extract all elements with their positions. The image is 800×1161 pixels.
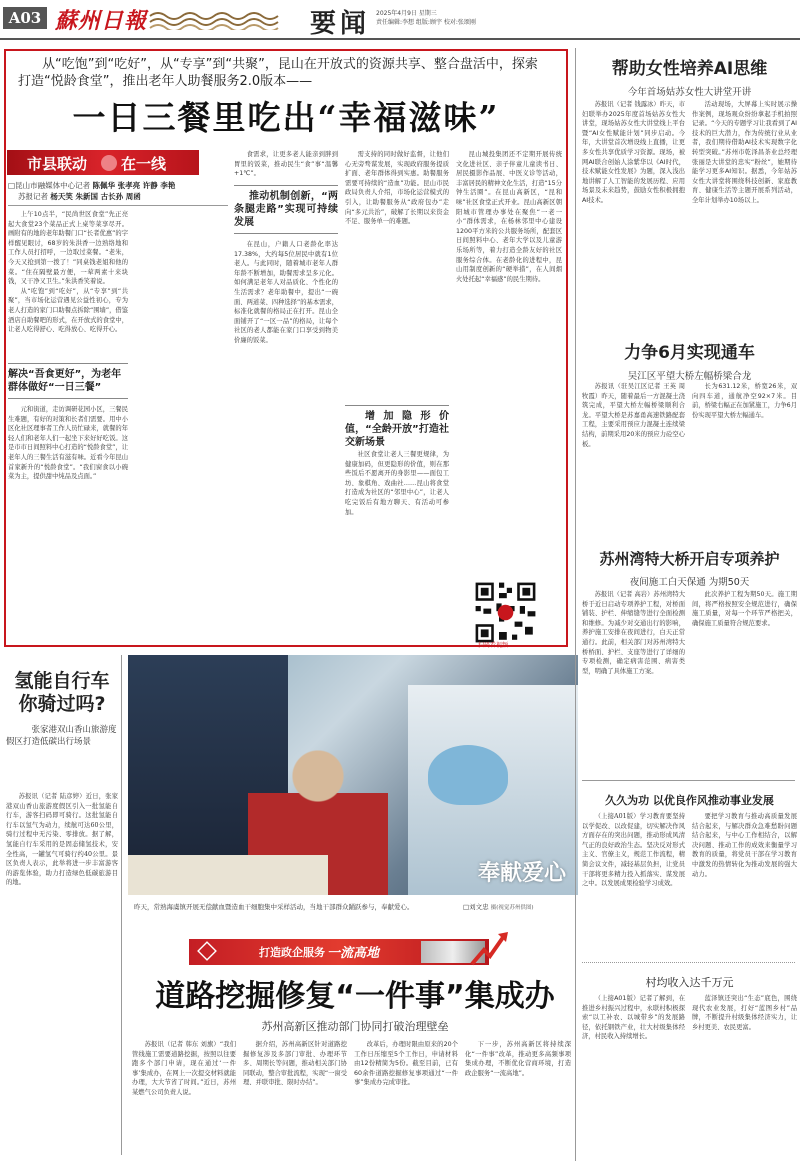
lead-column-3 (345, 150, 449, 400)
road-col-3-text: 改革后，办理时限由原来的20个工作日压缩至5个工作日，申请材料由12份精简为5份。截至目前，已有60余件道路挖掘修复事项通过“一件事”集成办完成审批。 (354, 1041, 458, 1087)
column-banner (7, 150, 199, 175)
lead-subhead-1: 解决“吾食更好”，为老年群体做好“一日三餐” (8, 363, 128, 399)
bridge-story-col-2-text: 长为631.12米，桥宽26米，双向四车道，通航净空92×7米。目前，桥梁右幅正在加紧施工，力争6月份实现平望大桥左幅通车。 (692, 383, 797, 419)
zhengqi-banner-slogan: 一流高地 (327, 946, 380, 961)
road-col-3 (354, 1040, 458, 1158)
issue-date: 2025年4月9日 星期三 (376, 10, 437, 17)
bridge-story-header (582, 342, 797, 382)
credit-source: 摄(视觉苏州供图) (490, 905, 534, 911)
photo-nurse-cap (428, 745, 508, 805)
lead-subhead-3: 增加隐形价值，“全龄开放”打造社交新场景 (345, 405, 449, 450)
credit-name: □刘文忠 (463, 903, 489, 911)
qr-label: 扫码看视频 (478, 642, 509, 649)
road-story-subtitle: 苏州高新区推动部门协同打破治理壁垒 (261, 1020, 449, 1033)
lead-byline (8, 180, 228, 206)
right-section-rule (582, 780, 795, 781)
ai-story-title: 帮助女性培养AI思维 (611, 59, 768, 79)
lead-col1-para3: 元和街道，走访调研花园小区，三餐民生难题，有好的对策和长者们需要。用中小区化社区理事者工作人员忙碌来，就餐的年轻人们和老年人们一起坐下来好好吃饭。这是市市日间照料中心打造的“悦龄食堂”，让老年人的三餐生活有滋有味。近看今年昆山首家新升的“悦龄食堂”。“我们窗食以小碗菜为主，提供甜中炖品及点面。” (8, 406, 128, 481)
lead-kicker (18, 56, 558, 90)
style-story-col-2 (692, 812, 797, 960)
suzhou-bay-col-2 (692, 590, 797, 760)
lead-column-2-top (234, 150, 338, 180)
hydrogen-bike-body (6, 792, 118, 1157)
kicker-line-1: 从“吃饱”到“吃好”，从“专享”到“共聚”，昆山在开放式的资源共享、整合盘活中，探索 (42, 57, 538, 72)
photo-caption: 昨天，常熟海虞镇开展无偿献血暨造血干细胞集中采样活动，当地干部群众踊跃参与，奉献爱心。 (134, 903, 414, 911)
suzhou-bay-col-2-text: 此次养护工程为期50天。施工期间，将严格按照安全规范进行，确保施工质量，对每一个环节严格把关，确保施工质量符合规范要求。 (692, 591, 797, 627)
byline-names-2: 杨天笑 朱新国 古长孙 周函 (50, 192, 141, 201)
lead-col2-para2: 在昆山，户籍人口老龄化率达17.38%，大约每5位居民中就有1位老人。与此同时，随着城市老年人群年龄不断增加，助餐需求呈多元化。如何满足老年人对品质化、个性化的生活需求？老年助餐中，提出“一碗面、两道菜、四种选择”的基本需求，标准化就餐的格局正在打开。昆山全面铺开了“一区一品”的格局，让每个社区的老人都能在家门口享受到物美价廉的饭菜。 (234, 241, 338, 344)
lead-column-4 (456, 150, 562, 575)
hydrogen-bike-title: 氢能自行车你骑过吗? (14, 670, 110, 715)
hydrogen-bike-text: 苏报讯（记者 陆彦婷）近日，张家港双山香山旅游度假区引入一批氢能自行车，游客扫码即可骑行。这批氢能自行车以氢气为动力，续航可达60公里，骑行过程中无污染、零排放。据了解，氢能自行车采用的是固态储氢技术，安全性高，一罐氢气可骑行约40公里。景区负责人表示，此举将进一步丰富游客的游览体验，助力打造绿色低碳旅游目的地。 (6, 793, 118, 887)
qr-code-icon[interactable] (473, 580, 538, 645)
right-dotted-rule (582, 962, 795, 963)
right-column-divider (575, 48, 576, 1161)
bridge-story-col-1-text: 苏报讯（驻吴江区记者 王英 周牧霞）昨天，随着最后一方混凝土浇筑完成，平望大桥左幅桥梁顺利合龙。平望大桥是苏嘉甬高速铁路配套工程，主要采用预应力混凝土连续梁结构，前期采用20米的预应力砼空心板。 (582, 383, 685, 448)
lead-subhead-2: 推动机制创新，“两条腿走路”实现可持续发展 (234, 185, 338, 234)
road-col-1-text: 苏报讯（记者 韩东 刘旗）“我们管线施工需要道路挖掘，按照以往要跑多个部门申请，现在通过‘一件事’集成办，在网上一次提交材料就能办理，大大节省了时间。”近日，苏州某燃气公司负责人说。 (132, 1041, 236, 1096)
ai-story-col-1-text: 苏报讯（记者 钱露冰）昨天，市妇联举办2025年度首场姑苏女性大讲堂，现场姑苏女性大讲堂线上平台暨“AI女性赋能计划”同步启动。今年，大讲堂首次增设线上直播，让更多女性共享优质学习资源。现场，被网AI联合创始人涂紫华以《AI时代，技术赋能女性发展》为题，深入浅出地讲解了人工智能的发展历程、应用场景及未来趋势，鼓励女性积极拥抱AI技术。 (582, 101, 685, 204)
ai-story-subtitle: 今年首场姑苏女性大讲堂开讲 (627, 87, 752, 98)
lead-col2-para: 食需求，让更多老人能亲到胖到胃里的饭菜，推动民生“食”事“温馨+1℃”。 (234, 151, 338, 178)
suzhou-bay-col-1-text: 苏报讯（记者 高岩）苏州湾特大桥于近日启动专项养护工程，对桥面铺装、护栏、伸缩缝等进行全面检测和维修。为减少对交通出行的影响，养护施工安排在夜间进行，白天正常通行。此前，相关部门对苏州湾特大桥桥面、护栏、支座等进行了详细的专项检测，确定病害范围、病害类型，明确了具体施工方案。 (582, 591, 685, 675)
lead-column-2 (234, 240, 338, 645)
lead-headline: 一日三餐里吃出“幸福滋味” (72, 98, 500, 137)
lead-subhead-box-1 (8, 358, 128, 404)
byline-role-2: 苏报记者 (18, 192, 48, 201)
masthead (0, 0, 800, 40)
hydrogen-bike-subtitle: 张家港双山香山旅游度假区打造低碳出行场景 (6, 725, 117, 747)
village-story-header (582, 972, 797, 994)
page-number: A03 (3, 7, 47, 29)
style-story-col-1-text: （上接A01版）学习教育要坚持以学促改、以改促建，切实解决作风方面存在的突出问题，推动形成风清气正的良好政治生态。坚决反对形式主义、官僚主义，规范工作流程，精简会议文件，减轻基层负担，让党员干部将更多精力投入抓落实、谋发展之中。以发展成果检验学习成效。 (582, 813, 685, 888)
road-col-2 (243, 1040, 347, 1158)
hydrogen-bike-story (6, 670, 118, 748)
banner-left-text: 市县联动 (27, 155, 88, 173)
village-story-col-2-text: 蓝泽镇还突出“生态”底色，围绕现代农业发展，打好“蓝图乡村”品牌，不断提升村级集体经济实力，让乡村更美、农民更富。 (692, 995, 797, 1031)
news-photo (128, 655, 578, 895)
bridge-story-col-1 (582, 382, 685, 532)
suzhou-bay-story-header (582, 548, 797, 588)
banner-emblem-icon (101, 155, 117, 171)
style-story-header (582, 790, 797, 812)
lead-subhead-box-2 (234, 180, 338, 240)
style-story-title: 久久为功 以优良作风推动事业发展 (605, 794, 774, 807)
lead-column-3b (345, 450, 449, 645)
column-divider (121, 655, 122, 1155)
lead-subhead-box-3 (345, 400, 449, 450)
bridge-story-col-2 (692, 382, 797, 532)
zhengqi-banner-text: 打造政企服务 (259, 946, 325, 959)
road-col-4 (465, 1040, 571, 1158)
lead-column-1 (8, 210, 128, 355)
suzhou-bay-col-1 (582, 590, 685, 760)
road-story-headline: 道路挖掘修复“一件事”集成办 (155, 979, 555, 1014)
style-story-col-1 (582, 812, 685, 960)
suzhou-bay-story-subtitle: 夜间施工白天保通 为期50天 (629, 577, 750, 588)
byline-role-1: □昆山市融媒体中心记者 (8, 181, 91, 190)
bridge-story-title: 力争6月实现通车 (624, 343, 755, 363)
rising-arrow-icon (470, 930, 510, 966)
road-col-1 (132, 1040, 236, 1158)
ai-story-col-2-text: 活动现场，大屏幕上实时展示操作案例，现场观众纷纷拿起手机拍照记录。“今天的专题学习让我看到了AI技术的巨大潜力，作为传统行业从业者，我们期待借助AI技术实现数字化转型突破。”苏州市乾泽昌茶业总经理张丽是大讲堂的忠实“粉丝”，她期待能学习更多AI知识。据悉，今年姑苏女性大讲堂将围绕科技创新、家庭教育、健康生活等主题开展系列活动，全年计划举办10场以上。 (692, 101, 797, 204)
style-story-col-2-text: 要把学习教育与推动高质量发展结合起来，与解决群众急难愁盼问题结合起来，与中心工作相结合，以解决问题、推动工作的成效来衡量学习教育的质量，将党员干部在学习教育中激发的热情转化为推动发展的强大动力。 (692, 813, 797, 878)
photo-credit (463, 902, 534, 911)
lead-column-1b (8, 405, 128, 645)
lead-col1-para: 上午10点半，“民尚世区食堂”先正亮起大食堂23个菜品正式上桌等菜享尽开。画附有的地的老年助餐门口“长者优惠”的字样醒见眼讨，68岁的朱洪香一边熟络地和工作人员打招呼，一边取过菜餐。“老朱，今天又抢到第一拨了！”同桌钱老姐和他的菜。“住在隔壁最方便，一荤两素十来块钱，又干净又卫生。”朱洪香笑着说。 (8, 211, 128, 286)
ai-story-col-2 (692, 100, 797, 320)
zhengqi-banner (189, 939, 489, 965)
photo-overlay-title: 奉献爱心 (477, 861, 566, 886)
lead-col3-para: 需支持的同时做好监督，让他们心无旁骛谋发展，实现政府服务提质扩面、老年群体得到实惠。助餐服务需要可持续的“造血”功能。昆山市民政局负责人介绍，市场化运营模式的引入，让助餐服务从“政府包办”走向“多元共治”，破解了长期以来资金不足、服务单一的难题。 (345, 151, 449, 226)
lead-col1-para2: 从“吃饱”到“吃好”，从“专享”到“共聚”，当市场化运营遇见公益性初心，专为老人打造的家门口助餐点拆除“围墙”，借鉴酒店自助餐吧的形式，在开放式的食堂中，让老人吃得舒心、吃得放心、吃得开心。 (8, 287, 128, 334)
section-title: 要闻 (310, 9, 371, 39)
wave-ornament-icon (148, 8, 288, 30)
village-story-title: 村均收入达千万元 (645, 976, 734, 989)
paper-logo: 蘇州日報 (55, 8, 148, 34)
ai-story-header (582, 58, 797, 98)
photo-table (128, 855, 328, 895)
lead-col3-para2: 社区食堂让老人三餐更规律，为健康加码，但更隐形的价值，则在那些饭后不愿离开的身影里——面包工坊、象棋角、戏曲社……昆山将食堂打造成为社区的“邻里中心”，让老人吃完饭后有地方聊天、有活动可参加。 (345, 451, 449, 516)
road-col-4-text: 下一步，苏州高新区将持续深化“一件事”改革，推动更多高频事项集成办理，不断优化营商环境，打造政企服务“一流高地”。 (465, 1041, 571, 1077)
editors-line: 责任编辑:李想 组版:顾宇 校对:张颂刚 (376, 19, 476, 26)
village-story-col-1 (582, 994, 685, 1158)
bridge-story-subtitle: 吴江区平望大桥左幅桥梁合龙 (627, 371, 752, 382)
lead-col4-para: 昆山城投集团还不定期开展传统文化进社区、亲子伴童儿童读书日、居民摄影作品展、中医义诊等活动，丰富居民的精神文化生活，打造“15分钟生活圈”。在昆山高新区，“昆和味”社区食堂正式开业。昆山高新区朝阳城市管理办事处在聚焦“一老一小”群体需求，在杨林邻里中心建设1200平方米的公共服务场所，配套区日间照料中心、老年大学以及儿童游乐场所等，着力打造全龄友好的社区服务综合体。在老龄化的进程中，昆山用制度创新的“硬举措”，在人间烟火处托起“幸福感”的民生期待。 (456, 151, 562, 283)
banner-logo-icon (197, 941, 217, 961)
village-story-col-2 (692, 994, 797, 1158)
road-col-2-text: 据介绍，苏州高新区针对道路挖掘修复涉及多部门审批、办理环节多、周期长等问题，推动相关部门协同联动，整合审批流程，实现“一窗受理、并联审批、限时办结”。 (243, 1041, 347, 1087)
suzhou-bay-story-title: 苏州湾特大桥开启专项养护 (599, 550, 780, 568)
kicker-line-2: 打造“悦龄食堂”，推出老年人助餐服务2.0版本—— (18, 74, 313, 89)
issue-meta (376, 9, 476, 27)
byline-names-1: 陈佩华 张孝亮 许静 李艳 (92, 181, 176, 190)
village-story-col-1-text: （上接A01版）记者了解到，在推进乡村振兴过程中，永联村积极探索“以工补农、以城带乡”的发展路径，依托钢铁产业，壮大村级集体经济，村民收入持续增长。 (582, 995, 685, 1041)
banner-right-text: 在一线 (121, 155, 167, 173)
ai-story-col-1 (582, 100, 685, 320)
